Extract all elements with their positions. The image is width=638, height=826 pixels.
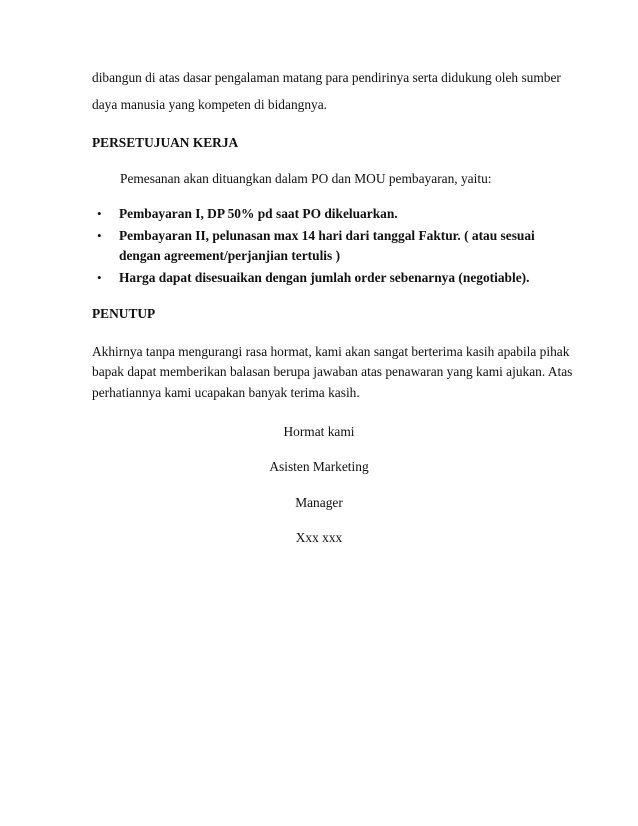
agreement-lead: Pemesanan akan dituangkan dalam PO dan MOU pembayaran, yaitu: xyxy=(120,171,492,186)
bullet-icon: • xyxy=(97,206,102,221)
closing-line-3: perhatiannya kami ucapakan banyak terima kasih. xyxy=(92,385,360,400)
list-item-continuation: dengan agreement/perjanjian tertulis ) xyxy=(119,248,341,263)
signature-name: Xxx xxx xyxy=(295,530,343,545)
intro-line-2: daya manusia yang kompeten di bidangnya. xyxy=(92,97,328,112)
list-item: Pembayaran II, pelunasan max 14 hari dari tanggal Faktur. ( atau sesuai xyxy=(119,228,535,243)
signature-title: Manager xyxy=(295,495,343,510)
intro-line-1: dibangun di atas dasar pengalaman matang para pendirinya serta didukung oleh sumber xyxy=(92,70,561,85)
section-heading-agreement: PERSETUJUAN KERJA xyxy=(92,135,239,150)
signature-role: Asisten Marketing xyxy=(269,459,369,474)
section-heading-closing: PENUTUP xyxy=(92,306,156,321)
closing-line-1: Akhirnya tanpa mengurangi rasa hormat, kami akan sangat berterima kasih apabila pihak xyxy=(92,344,570,359)
list-item: Harga dapat disesuaikan dengan jumlah order sebenarnya (negotiable). xyxy=(119,270,530,285)
bullet-icon: • xyxy=(97,228,102,243)
bullet-icon: • xyxy=(97,270,102,285)
signature-greeting: Hormat kami xyxy=(283,424,355,439)
closing-line-2: bapak dapat memberikan balasan berupa jawaban atas penawaran yang kami ajukan. Atas xyxy=(92,364,573,379)
list-item: Pembayaran I, DP 50% pd saat PO dikeluarkan. xyxy=(119,206,398,221)
